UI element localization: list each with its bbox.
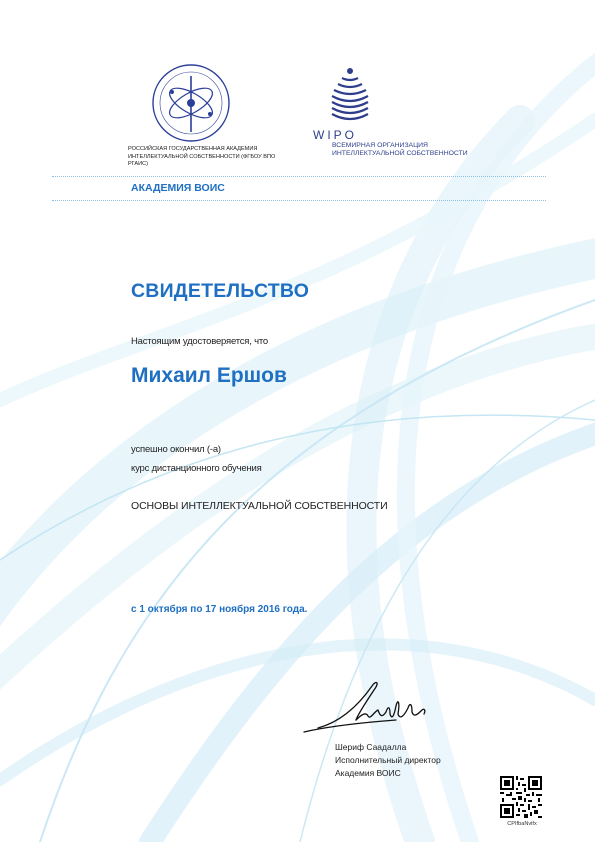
wipo-abbreviation: WIPO (313, 128, 357, 142)
recipient-name: Михаил Ершов (131, 364, 287, 387)
band-divider-top (52, 176, 546, 177)
signer-organization: Академия ВОИС (335, 768, 401, 778)
academy-name: АКАДЕМИЯ ВОИС (131, 182, 225, 194)
signer-name: Шериф Саадалла (335, 742, 407, 752)
signature-image (300, 676, 440, 738)
rgaip-name: РОССИЙСКАЯ ГОСУДАРСТВЕННАЯ АКАДЕМИЯ ИНТЕЛЛЕКТУАЛЬНОЙ СОБСТВЕННОСТИ (ФГБОУ ВПО РГАИС) (128, 146, 276, 168)
wipo-full-name: ВСЕМИРНАЯ ОРГАНИЗАЦИЯ ИНТЕЛЛЕКТУАЛЬНОЙ СОБСТВЕННОСТИ (332, 142, 468, 158)
certify-text: Настоящим удостоверяется, что (131, 336, 269, 347)
course-name: ОСНОВЫ ИНТЕЛЛЕКТУАЛЬНОЙ СОБСТВЕННОСТИ (131, 500, 388, 512)
wipo-logo-mark (328, 66, 372, 130)
rgaip-logo (150, 62, 232, 144)
signer-title: Исполнительный директор (335, 755, 441, 765)
certificate-title: СВИДЕТЕЛЬСТВО (131, 280, 310, 302)
band-divider-bottom (52, 200, 546, 201)
course-dates: с 1 октября по 17 ноября 2016 года. (131, 604, 308, 615)
completed-text: успешно окончил (-а) (131, 444, 221, 455)
course-type: курс дистанционного обучения (131, 463, 262, 474)
qr-code-icon (500, 776, 542, 818)
qr-code-label: CPIfbaNvifx (507, 821, 537, 827)
